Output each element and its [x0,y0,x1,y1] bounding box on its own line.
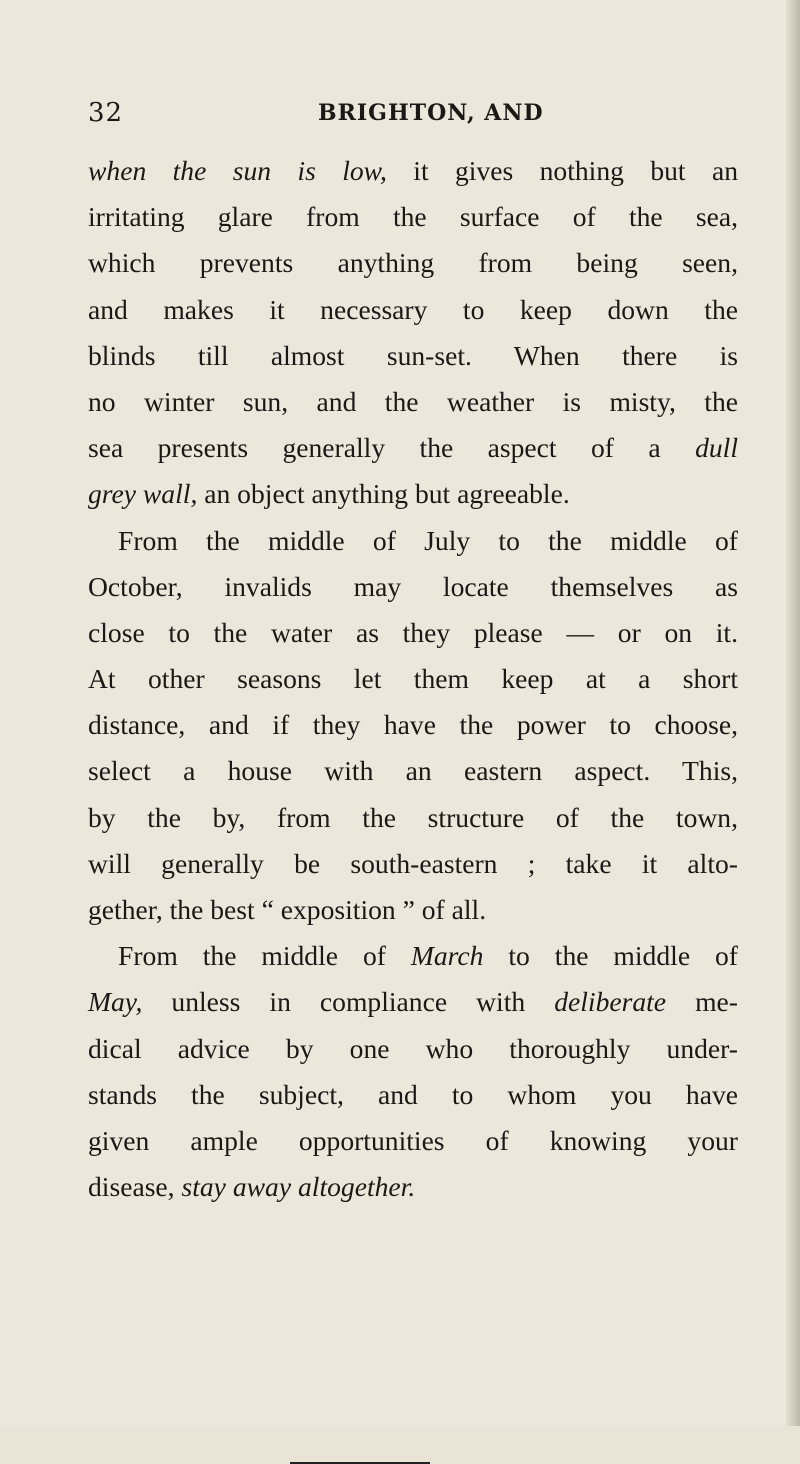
text-segment: unless in compliance with [142,986,555,1018]
text-line [88,795,738,841]
text-segment: From the middle of July to the middle of [118,524,738,556]
text-line [88,564,738,610]
text-line [88,518,738,564]
text-segment: select a house with an eastern aspect. This, [88,755,738,787]
text-segment: it gives nothing but an [386,155,738,186]
text-segment: me- [666,986,738,1018]
text-line [88,841,738,887]
text-line [88,610,738,656]
italic-text: dull [695,432,738,464]
text-segment: to the middle of [483,940,738,972]
text-segment: irritating glare from the surface of the sea, [88,201,738,233]
text-line [88,979,738,1025]
italic-text: when the sun is low, [88,155,387,186]
text-line [88,656,738,702]
italic-text: deliberate [554,986,667,1018]
italic-text: stay away altogether. [181,1171,416,1203]
text-line [88,379,738,425]
text-line [88,425,738,471]
italic-text: grey wall, [88,478,198,510]
text-line [88,148,738,194]
text-segment: blinds till almost sun-set. When there is [88,339,738,371]
text-segment: distance, and if they have the power to choose, [88,709,738,741]
text-segment: close to the water as they please — or on it. [88,616,738,648]
text-line [88,1118,738,1164]
text-segment: October, invalids may locate themselves as [88,570,738,602]
text-segment: given ample opportunities of knowing your [88,1124,738,1156]
text-segment: no winter sun, and the weather is misty, the [88,385,738,417]
text-segment: At other seasons let them keep at a short [88,663,738,695]
text-line [88,748,738,794]
text-line [88,333,738,379]
text-line [88,887,738,933]
page-number: 32 [88,98,124,128]
text-segment: disease, [88,1171,182,1203]
text-segment: sea presents generally the aspect of a [88,432,696,464]
text-line [88,471,738,517]
text-line [88,1026,738,1072]
text-segment: stands the subject, and to whom you have [88,1078,738,1110]
text-line [88,194,738,240]
page-edge [786,0,800,1426]
italic-text: March [410,940,484,972]
text-segment: From the middle of [118,940,411,972]
text-segment: will generally be south-eastern ; take it alto- [88,847,738,879]
text-line [88,702,738,748]
text-segment: dical advice by one who thoroughly under- [88,1032,738,1064]
text-line [88,240,738,286]
text-segment: by the by, from the structure of the town, [88,801,738,833]
running-title: BRIGHTON, AND [318,100,544,126]
text-segment: and makes it necessary to keep down the [88,293,738,325]
text-segment: an object anything but agreeable. [197,478,570,510]
italic-text: May, [88,986,143,1018]
text-segment: gether, the best “ exposition ” of all. [88,894,487,925]
body-text [88,148,738,1210]
running-head [88,98,728,134]
text-segment: which prevents anything from being seen, [88,247,738,279]
text-line [88,287,738,333]
text-line [88,933,738,979]
text-line [88,1164,738,1210]
text-line [88,1072,738,1118]
